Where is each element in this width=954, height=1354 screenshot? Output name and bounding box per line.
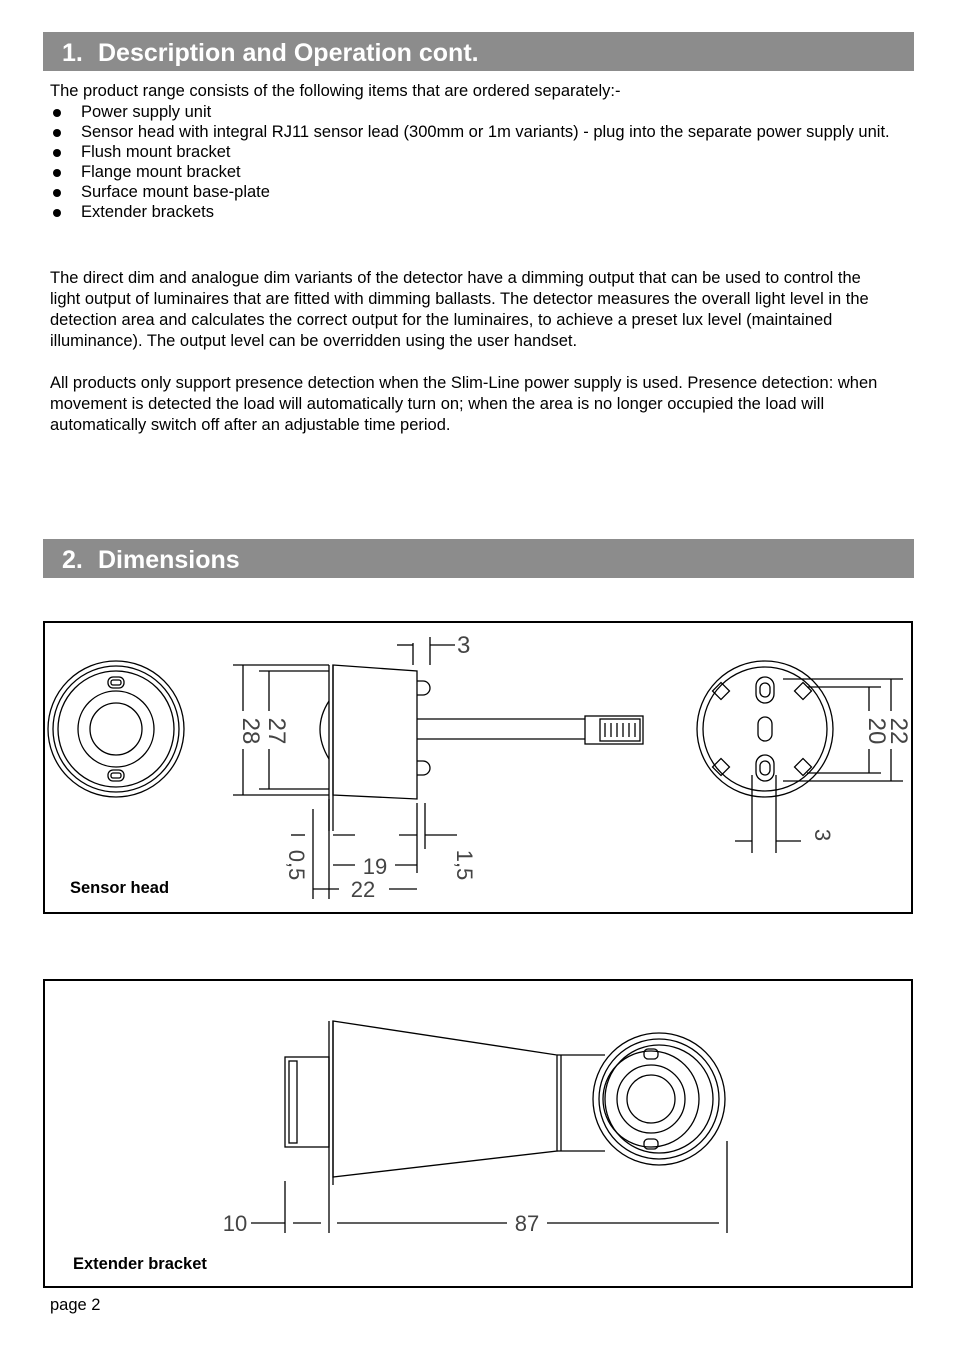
list-item: Flush mount bracket xyxy=(50,144,890,161)
bullet-icon xyxy=(53,189,61,197)
dim-body-depth: 19 xyxy=(362,854,388,879)
list-item: Flange mount bracket xyxy=(50,164,890,181)
product-list xyxy=(50,104,890,224)
sensor-front-view xyxy=(48,661,184,797)
extender-bracket-diagram xyxy=(45,981,915,1290)
dim-rear-gap: 3 xyxy=(810,828,835,842)
list-item: Extender brackets xyxy=(50,204,890,221)
extender-bracket-caption: Extender bracket xyxy=(73,1255,207,1273)
intro-text: The product range consists of the following items that are ordered separately:- xyxy=(50,82,621,100)
dim-rear-outer: 22 xyxy=(885,717,912,745)
dimming-paragraph: The direct dim and analogue dim variants of the detector have a dimming output that can be used to control the light output of luminaires that are fitted with dimming ballasts. The detector measures the overall light level in the detection area and calculates the correct output for the luminaires, to achieve a preset lux level (maintained illuminance). The output level can be overridden using the user handset. xyxy=(50,269,869,350)
section-2-number: 2. xyxy=(62,546,83,574)
section-1-number: 1. xyxy=(62,39,83,67)
bullet-icon xyxy=(53,109,61,117)
list-item: Sensor head with integral RJ11 sensor lead (300mm or 1m variants) - plug into the separate power supply unit. xyxy=(50,124,890,141)
dim-height-outer: 28 xyxy=(237,717,264,745)
dim-collar: 10 xyxy=(222,1211,248,1236)
sensor-rear-view xyxy=(697,661,903,853)
section-2-title: Dimensions xyxy=(98,546,240,574)
dim-rear-inner: 20 xyxy=(863,717,890,745)
bullet-icon xyxy=(53,129,61,137)
dim-total-depth: 22 xyxy=(350,877,376,902)
bullet-icon xyxy=(53,169,61,177)
extender-side-view xyxy=(251,1021,727,1233)
presence-paragraph: All products only support presence detection when the Slim-Line power supply is used. Presence detection: when movement is detected the load will automatically turn on; when the area is no longer occupied the load will automatically switch off after an adjustable time period. xyxy=(50,374,878,434)
dim-height-inner: 27 xyxy=(263,717,290,745)
sensor-head-caption: Sensor head xyxy=(70,879,170,897)
dim-top-gap: 3 xyxy=(457,632,471,659)
section-1-header xyxy=(43,32,914,71)
section-2-header xyxy=(43,539,914,578)
sensor-head-drawing xyxy=(43,621,913,914)
sensor-head-diagram xyxy=(45,623,915,916)
bullet-icon xyxy=(53,149,61,157)
bullet-icon xyxy=(53,209,61,217)
list-item: Surface mount base-plate xyxy=(50,184,890,201)
dim-rear-lip: 1,5 xyxy=(452,849,477,881)
dim-flange: 0,5 xyxy=(284,849,309,881)
dim-length: 87 xyxy=(514,1211,540,1236)
extender-bracket-drawing xyxy=(43,979,913,1288)
section-1-title: Description and Operation cont. xyxy=(98,39,479,67)
list-item: Power supply unit xyxy=(50,104,890,121)
page-number: page 2 xyxy=(50,1296,101,1314)
